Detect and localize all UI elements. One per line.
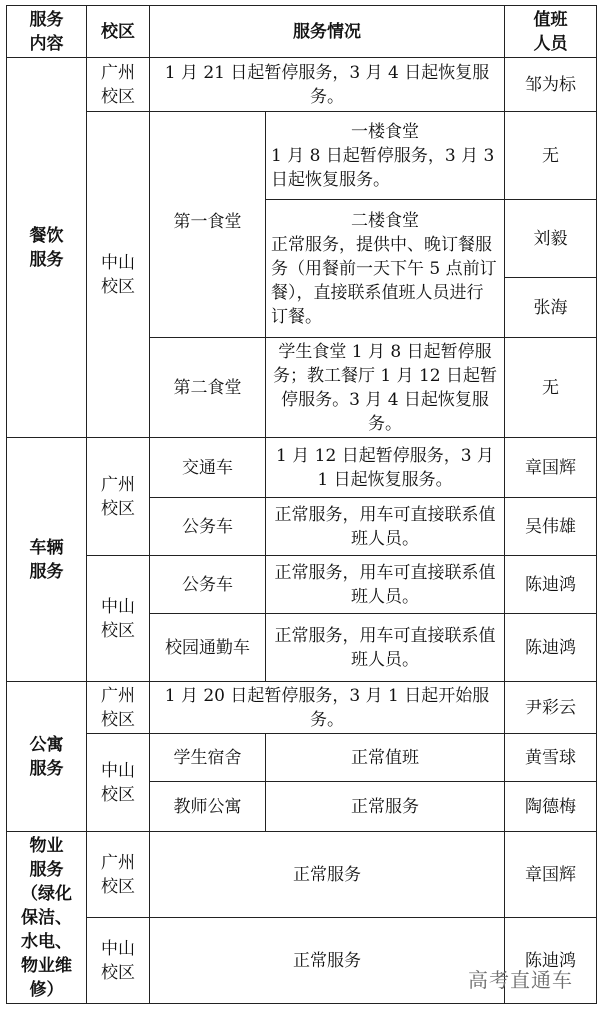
table-row — [7, 112, 597, 200]
campus-guangzhou: 广州 校区 — [87, 58, 150, 112]
service-schedule-table — [6, 5, 597, 1004]
header-status: 服务情况 — [150, 6, 505, 58]
watermark-text: 高考直通车 — [468, 968, 573, 992]
campus-zhongshan: 中山 校区 — [87, 734, 150, 832]
service-status: 正常服务，用车可直接联系值班人员。 — [266, 614, 505, 682]
header-row — [7, 6, 597, 58]
campus-guangzhou: 广州 校区 — [87, 438, 150, 556]
service-status: 1 月 21 日起暂停服务，3 月 4 日起恢复服务。 — [150, 58, 505, 112]
staff-name: 邹为标 — [505, 58, 597, 112]
header-staff: 值班 人员 — [505, 6, 597, 58]
staff-name: 张海 — [505, 278, 597, 338]
service-status: 正常值班 — [266, 734, 505, 782]
staff-name: 尹彩云 — [505, 682, 597, 734]
vehicle-type: 公务车 — [150, 498, 266, 556]
staff-name: 陈迪鸿 — [505, 918, 597, 1004]
campus-guangzhou: 广州 校区 — [87, 682, 150, 734]
staff-name: 黄雪球 — [505, 734, 597, 782]
vehicle-type: 公务车 — [150, 556, 266, 614]
floor2-status: 正常服务，提供中、晚订餐服务（用餐前一天下午 5 点前订餐），直接联系值班人员进行订餐。 — [271, 234, 497, 327]
staff-name: 陈迪鸿 — [505, 614, 597, 682]
staff-name: 章国辉 — [505, 832, 597, 918]
floor1-status: 1 月 8 日起暂停服务，3 月 3 日起恢复服务。 — [271, 145, 495, 190]
table-row — [7, 734, 597, 782]
staff-name: 章国辉 — [505, 438, 597, 498]
staff-name: 刘毅 — [505, 200, 597, 278]
campus-zhongshan: 中山 校区 — [87, 556, 150, 682]
campus-zhongshan: 中山 校区 — [87, 918, 150, 1004]
service-status: 正常服务 — [150, 918, 505, 1004]
service-status: 学生食堂 1 月 8 日起暂停服务；教工餐厅 1 月 12 日起暂停服务。3 月 4 日起恢复服务。 — [266, 338, 505, 438]
campus-zhongshan: 中山 校区 — [87, 112, 150, 438]
staff-name: 陶德梅 — [505, 782, 597, 832]
service-status: 正常服务 — [150, 832, 505, 918]
table-row — [7, 682, 597, 734]
staff-name: 无 — [505, 112, 597, 200]
staff-name: 吴伟雄 — [505, 498, 597, 556]
canteen-first: 第一食堂 — [150, 112, 266, 338]
canteen-second: 第二食堂 — [150, 338, 266, 438]
housing-type: 教师公寓 — [150, 782, 266, 832]
service-status: 1 月 20 日起暂停服务，3 月 1 日起开始服务。 — [150, 682, 505, 734]
table-row — [7, 556, 597, 614]
service-status: 正常服务 — [266, 782, 505, 832]
vehicle-type: 交通车 — [150, 438, 266, 498]
category-dining: 餐饮 服务 — [7, 58, 87, 438]
table-row — [7, 832, 597, 918]
service-status: 1 月 12 日起暂停服务，3 月 1 日起恢复服务。 — [266, 438, 505, 498]
category-property: 物业 服务 （绿化 保洁、 水电、 物业维 修） — [7, 832, 87, 1004]
vehicle-type: 校园通勤车 — [150, 614, 266, 682]
table-row — [7, 438, 597, 498]
housing-type: 学生宿舍 — [150, 734, 266, 782]
category-vehicle: 车辆 服务 — [7, 438, 87, 682]
campus-guangzhou: 广州 校区 — [87, 832, 150, 918]
floor2-title: 二楼食堂 — [351, 210, 419, 231]
staff-name: 无 — [505, 338, 597, 438]
header-service: 服务 内容 — [7, 6, 87, 58]
service-status — [266, 200, 505, 338]
header-campus: 校区 — [87, 6, 150, 58]
service-status: 正常服务，用车可直接联系值班人员。 — [266, 498, 505, 556]
staff-name: 陈迪鸿 — [505, 556, 597, 614]
table-row — [7, 58, 597, 112]
floor1-title: 一楼食堂 — [351, 121, 419, 142]
service-status: 正常服务，用车可直接联系值班人员。 — [266, 556, 505, 614]
service-status — [266, 112, 505, 200]
category-apartment: 公寓 服务 — [7, 682, 87, 832]
